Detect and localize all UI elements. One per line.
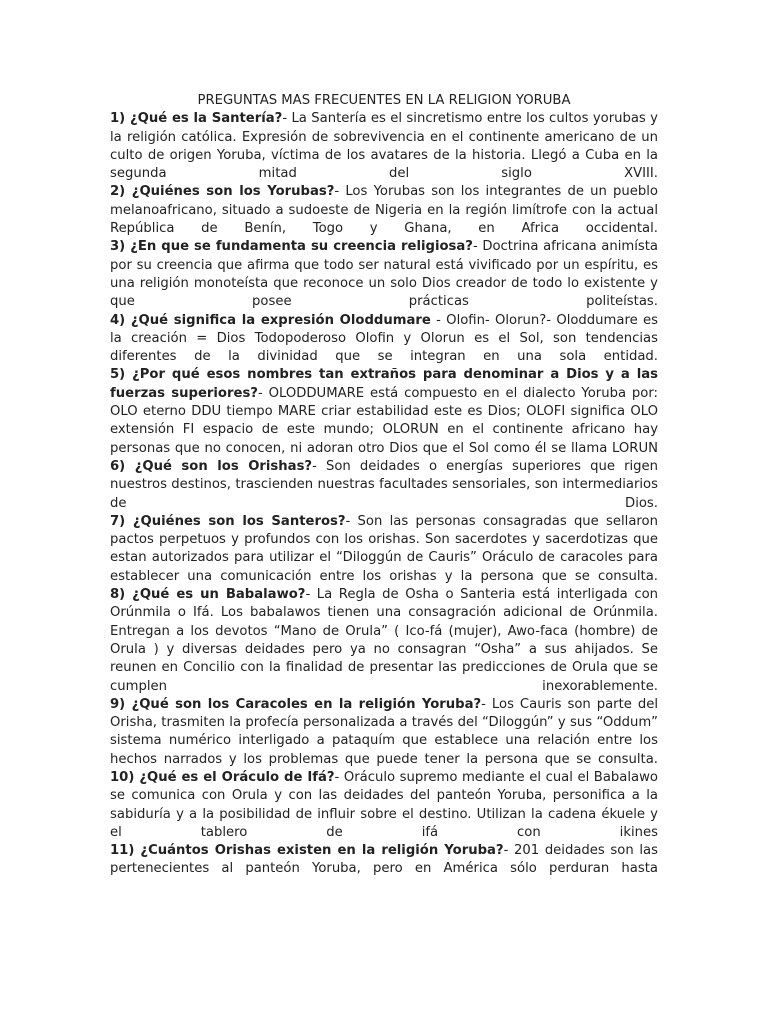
faq-item-7 xyxy=(110,513,658,586)
faq-question-1: 1) ¿Qué es la Santería? xyxy=(110,111,283,127)
faq-question-4: 4) ¿Qué significa la expresión Oloddumare xyxy=(110,312,431,328)
faq-question-6: 6) ¿Qué son los Orishas? xyxy=(110,458,313,474)
faq-question-8: 8) ¿Qué es un Babalawo? xyxy=(110,587,306,603)
faq-item-2 xyxy=(110,183,658,238)
faq-answer-1: - La Santería es el sincretismo entre los cultos yorubas y la religión católica. Expresión de sobrevivencia en el continente americano de un culto de origen Yoruba, víctima de los avatares de la historia. Llegó a Cuba en la segunda mitad del siglo XVIII. xyxy=(110,111,658,182)
faq-question-10: 10) ¿Qué es el Oráculo de Ifá? xyxy=(110,769,335,785)
faq-question-9: 9) ¿Qué son los Caracoles en la religión Yoruba? xyxy=(110,696,482,712)
faq-answer-10: - Oráculo supremo mediante el cual el Babalawo se comunica con Orula y con las deidades del panteón Yoruba, personifica a la sabiduría y a la posibilidad de influir sobre el destino. Utilizan la cadena ékuele y el tablero de ifá con ikines xyxy=(110,769,658,840)
faq-item-10 xyxy=(110,769,658,842)
faq-answer-3: - Doctrina africana animísta por su creencia que afirma que todo ser natural está vivificado por un espíritu, es una religión monoteísta que reconoce un solo Dios creador de todo lo existente y que posee prácticas politeístas. xyxy=(110,239,659,310)
faq-item-5 xyxy=(110,366,658,457)
faq-answer-8: - La Regla de Osha o Santeria está interligada con Orúnmila o Ifá. Los babalawos tienen una consagración adicional de Orúnmila. Entregan a los devotos “Mano de Orula” ( Ico-fá (mujer), Awo-faca (hombre) de Orula ) y diversas deidades pero ya no consagran “Osha” a sus ahijados. Se reunen en Concilio con la finalidad de presentar las predicciones de Orula que se cumplen inexorablemente. xyxy=(110,587,658,694)
document-title: PREGUNTAS MAS FRECUENTES EN LA RELIGION YORUBA xyxy=(197,93,571,108)
faq-question-11: 11) ¿Cuántos Orishas existen en la religión Yoruba? xyxy=(110,843,504,859)
faq-question-5: 5) ¿Por qué esos nombres tan extraños para denominar a Dios y a las fuerzas superiores? xyxy=(110,367,658,401)
faq-question-3: 3) ¿En que se fundamenta su creencia religiosa? xyxy=(110,239,473,255)
faq-answer-9: - Los Cauris son parte del Orisha, trasmiten la profecía personalizada a través del “Diloggún” y sus “Oddum” sistema numérico interligado a pataquím que establece una relación entre los hechos narrados y los problemas que puede tener la persona que se consulta. xyxy=(110,696,659,767)
faq-item-9 xyxy=(110,696,658,769)
faq-answer-6: - Son deidades o energías superiores que rigen nuestros destinos, trascienden nuestras facultades sensoriales, son intermediarios de Dios. xyxy=(110,458,658,511)
faq-question-7: 7) ¿Quiénes son los Santeros? xyxy=(110,513,346,529)
faq-item-4 xyxy=(110,312,658,367)
faq-item-11 xyxy=(110,842,658,879)
faq-answer-4: - Olofin- Olorun?- Oloddumare es la creación = Dios Todopoderoso Olofin y Olorun es el Sol, son tendencias diferentes de la divinidad que se integran en una sola entidad. xyxy=(110,312,658,365)
faq-answer-11: - 201 deidades son las pertenecientes al panteón Yoruba, pero en América sólo perduran hasta xyxy=(110,843,658,877)
faq-item-1 xyxy=(110,110,658,183)
faq-item-8 xyxy=(110,586,658,696)
document-body xyxy=(110,92,658,879)
faq-item-3 xyxy=(110,238,658,311)
faq-question-2: 2) ¿Quiénes son los Yorubas? xyxy=(110,184,335,200)
faq-answer-5: - OLODDUMARE está compuesto en el dialecto Yoruba por: OLO eterno DDU tiempo MARE criar estabilidad este es Dios; OLOFI significa OLO extensión FI espacio de este mundo; OLORUN en el continente africano hay personas que no conocen, ni adoran otro Dios que el Sol como él se llama LORUN xyxy=(110,385,658,456)
faq-answer-7: - Son las personas consagradas que sellaron pactos perpetuos y profundos con los orishas. Son sacerdotes y sacerdotizas que estan autorizados para utilizar el “Diloggún de Cauris” Oráculo de caracoles para establecer una comunicación entre los orishas y la persona que se consulta. xyxy=(110,513,658,584)
faq-answer-2: - Los Yorubas son los integrantes de un pueblo melanoafricano, situado a sudoeste de Nigeria en la región limítrofe con la actual República de Benín, Togo y Ghana, en Africa occidental. xyxy=(110,184,658,237)
faq-item-6 xyxy=(110,458,658,513)
